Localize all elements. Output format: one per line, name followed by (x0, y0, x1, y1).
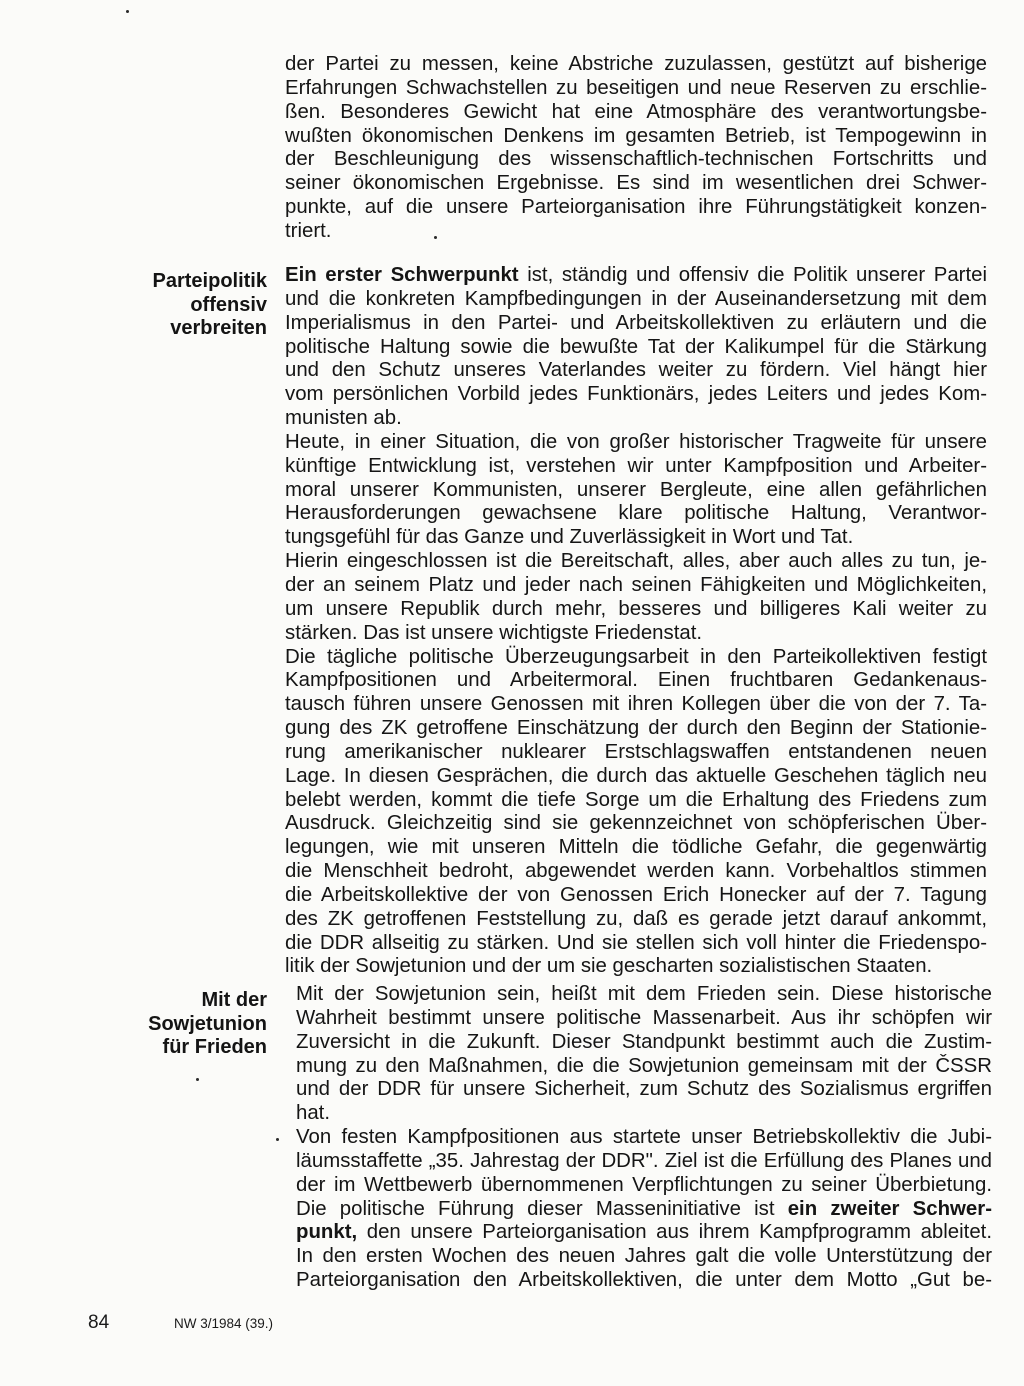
sidenote-party-politics (127, 270, 267, 341)
text-line: vom persönlichen Vorbild jedes Funktionärs, jedes Leiters und jedes Kom- (285, 383, 987, 406)
text-line: um unsere Republik durch mehr, besseres und billigeres Kali weiter zu (285, 597, 987, 620)
paragraph-intro (285, 53, 987, 244)
text-line: künftige Entwicklung ist, verstehen wir unter Kampfposition und Arbeiter- (285, 454, 987, 477)
text-line: der im Wettbewerb übernommenen Verpflichtungen zu seiner Überbietung. (296, 1173, 992, 1196)
sidenote-line: Sowjetunion (148, 1012, 267, 1035)
text-line: stärken. Das ist unsere wichtigste Friedenstat. (285, 621, 703, 644)
text-line: und den Schutz unseres Vaterlandes weiter zu fördern. Viel hängt hier (285, 359, 987, 382)
scan-speck (434, 236, 437, 239)
lead-rest: ist, ständig und offensiv die Politik unserer Partei (518, 264, 988, 286)
scan-speck (276, 1138, 279, 1141)
text-line: ßen. Besonderes Gewicht hat eine Atmosphäre des verantwortungsbe- (285, 100, 987, 123)
text-line: triert. (285, 219, 332, 242)
paragraph-soviet-union (296, 983, 992, 1293)
text-line: Ausdruck. Gleichzeitig sind sie gekennzeichnet von schöpferischen Über- (285, 812, 987, 835)
text-line: Herausforderungen gewachsene klare politische Haltung, Verantwor- (285, 502, 987, 525)
text-line: Von festen Kampfpositionen aus startete unser Betriebskollektiv die Jubi- (296, 1126, 992, 1149)
scan-speck (196, 1078, 199, 1081)
paragraph-daily-work (285, 646, 987, 980)
paragraph-readiness (285, 550, 987, 645)
text-line: die Arbeitskollektive der von Genossen Erich Honecker auf der 7. Tagung (285, 883, 987, 906)
text-line: die Menschheit bedroht, abgewendet werden kann. Vorbehaltlos stimmen (285, 860, 987, 883)
text-fragment: Die politische Führung dieser Masseninitiative ist (296, 1197, 788, 1220)
text-line: Imperialismus in den Partei- und Arbeitskollektiven zu erläutern und die (285, 311, 987, 334)
text-line: der Beschleunigung des wissenschaftlich-technischen Fortschritts und (285, 148, 987, 171)
bold-second-focus: ein zweiter Schwer- (787, 1197, 992, 1220)
bold-second-focus-cont: punkt, (296, 1221, 358, 1244)
text-line: seiner ökonomischen Ergebnisse. Es sind im wesentlichen drei Schwer- (285, 172, 987, 195)
text-line: wußten ökonomischen Denkens im gesamten Betrieb, ist Tempogewinn in (285, 124, 987, 147)
text-line: Wahrheit bestimmt unsere politische Massenarbeit. Aus ihr schöpfen wir (296, 1006, 992, 1029)
text-line: Lage. In diesen Gesprächen, die durch das aktuelle Geschehen täglich neu (285, 764, 987, 787)
text-line: munisten ab. (285, 407, 402, 430)
text-line: tausch führen unsere Genossen mit ihren Kollegen über die von der 7. Ta- (285, 693, 987, 716)
text-line (296, 1221, 992, 1245)
text-line: Hierin eingeschlossen ist die Bereitschaft, alles, aber auch alles zu tun, je- (285, 550, 987, 573)
page-number: 84 (88, 1312, 110, 1333)
text-line: belebt werden, kommt die tiefe Sorge um die Erhaltung des Friedens zum (285, 788, 987, 811)
text-line: politische Haltung sowie die bewußte Tat der Kalikumpel für die Stärkung (285, 335, 987, 358)
text-line: der Partei zu messen, keine Abstriche zuzulassen, gestützt auf bisherige (285, 53, 987, 75)
text-line: die DDR allseitig zu stärken. Und sie stellen sich voll hinter die Friedenspo- (285, 931, 987, 954)
text-line: Mit der Sowjetunion sein, heißt mit dem Frieden sein. Diese historische (296, 983, 992, 1005)
sidenote-line: für Frieden (162, 1036, 267, 1058)
text-line: Zuversicht in die Zukunft. Dieser Standpunkt bestimmt auch die Zustim- (296, 1030, 992, 1053)
text-fragment: den unsere Parteiorganisation aus ihrem Kampfprogramm ableitet. (357, 1221, 992, 1244)
text-line: Die tägliche politische Überzeugungsarbeit in den Parteikollektiven festigt (285, 645, 987, 668)
sidenote-line: offensiv (190, 293, 267, 316)
text-line: gung des ZK getroffene Einschätzung der durch den Beginn der Stationie- (285, 717, 987, 740)
text-line (285, 264, 987, 288)
text-line: Heute, in einer Situation, die von großer historischer Tragweite für unsere (285, 430, 987, 453)
scan-speck (126, 10, 129, 13)
sidenote-line: Parteipolitik (152, 270, 267, 292)
text-line: litik der Sowjetunion und der um sie gescharten sozialistischen Staaten. (285, 955, 933, 978)
text-line: der an seinem Platz und jeder nach seinen Fähigkeiten und Möglichkeiten, (285, 573, 987, 596)
text-line: tungsgefühl für das Ganze und Zuverlässigkeit in Wort und Tat. (285, 526, 854, 549)
text-line: mung zu den Maßnahmen, die die Sowjetunion gemeinsam mit der ČSSR (296, 1054, 992, 1077)
text-line: läumsstaffette „35. Jahrestag der DDR". Ziel ist die Erfüllung des Planes und (296, 1149, 992, 1172)
text-line: und der DDR für unsere Sicherheit, zum Schutz des Sozialismus ergriffen (296, 1078, 992, 1101)
text-line (296, 1198, 992, 1222)
text-line: punkte, auf die unsere Parteiorganisation ihre Führungstätigkeit konzen- (285, 196, 987, 219)
bold-lead: Ein erster Schwerpunkt (285, 264, 519, 286)
text-line: moral unserer Kommunisten, unserer Bergleute, eine allen gefährlichen (285, 478, 987, 501)
journal-reference: NW 3/1984 (39.) (174, 1316, 274, 1331)
sidenote-line: Mit der (201, 989, 267, 1011)
text-line: Parteiorganisation den Arbeitskollektiven, die unter dem Motto „Gut be- (296, 1269, 992, 1292)
text-line: des ZK getroffenen Feststellung zu, daß es gerade jetzt darauf ankommt, (285, 907, 987, 930)
sidenote-line: verbreiten (170, 317, 267, 339)
text-line: und die konkreten Kampfbedingungen in der Auseinandersetzung mit dem (285, 287, 987, 310)
paragraph-first-focus (285, 264, 987, 979)
text-line: rung amerikanischer nuklearer Erstschlagswaffen entstandenen neuen (285, 740, 987, 763)
text-line: Erfahrungen Schwachstellen zu beseitigen und neue Reserven zu erschlie- (285, 76, 987, 99)
sidenote-with-soviet-union (127, 989, 267, 1060)
paragraph-today (285, 431, 987, 550)
text-line: hat. (296, 1102, 331, 1125)
text-line: legungen, wie mit unseren Mitteln die tödliche Gefahr, die gegenwärtig (285, 836, 987, 859)
text-line: In den ersten Wochen des neuen Jahres galt die volle Unterstützung der (296, 1245, 992, 1268)
text-line: Kampfpositionen und Arbeitermoral. Einen fruchtbaren Gedankenaus- (285, 669, 987, 692)
